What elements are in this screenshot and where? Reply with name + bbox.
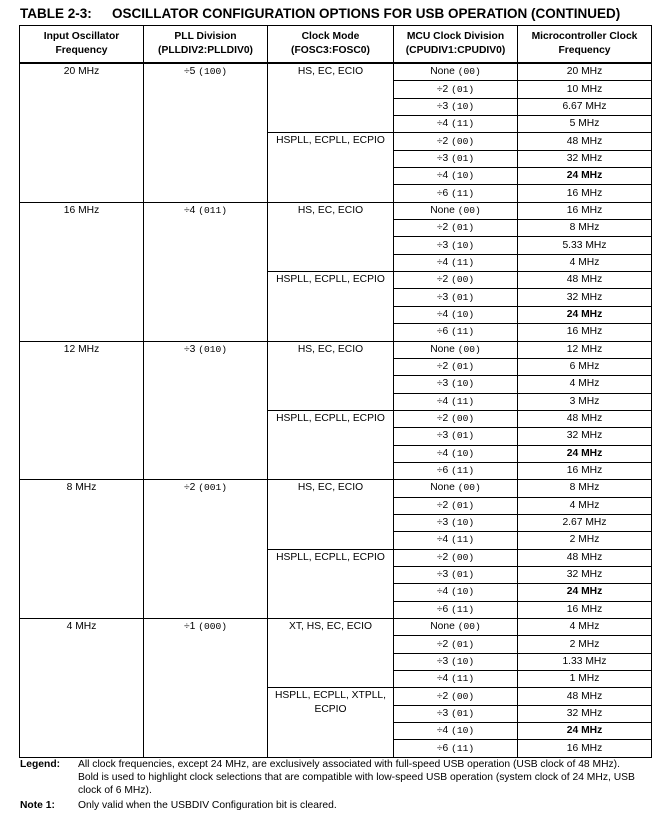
mcu-division-code: (11): [451, 256, 475, 268]
note-text: Only valid when the USBDIV Configuration bit is cleared.: [78, 800, 337, 811]
input-frequency-cell: 8 MHz: [20, 480, 144, 619]
clock-frequency-cell: 24 MHz: [518, 584, 652, 601]
mcu-division-value: ÷4: [436, 586, 449, 598]
mcu-division-cell: [394, 740, 518, 757]
clock-frequency-cell: 4 MHz: [518, 497, 652, 514]
clock-frequency-cell: 6 MHz: [518, 358, 652, 375]
mcu-division-value: ÷2: [436, 690, 449, 702]
clock-mode-cell: HS, EC, ECIO: [268, 480, 394, 549]
mcu-division-cell: [394, 619, 518, 636]
clock-frequency-cell: 2 MHz: [518, 636, 652, 653]
header-pll-division: PLL Division (PLLDIV2:PLLDIV0): [144, 26, 268, 64]
mcu-division-cell: [394, 428, 518, 445]
pll-division-code: (000): [198, 621, 228, 632]
mcu-division-value: ÷3: [436, 239, 449, 251]
clock-mode-cell: HSPLL, ECPLL, ECPIO: [268, 410, 394, 479]
pll-division-value: ÷4: [183, 204, 196, 216]
mcu-division-cell: [394, 601, 518, 618]
mcu-division-value: ÷3: [436, 291, 449, 303]
clock-frequency-cell: 48 MHz: [518, 549, 652, 566]
table-row: [20, 619, 652, 636]
mcu-division-cell: [394, 341, 518, 358]
mcu-division-value: ÷4: [436, 308, 449, 320]
mcu-division-value: ÷3: [436, 378, 449, 390]
pll-division-value: ÷1: [183, 621, 196, 632]
mcu-division-code: (10): [451, 308, 475, 320]
mcu-division-cell: [394, 98, 518, 115]
mcu-division-code: (10): [451, 447, 475, 459]
mcu-division-code: (10): [451, 170, 475, 182]
mcu-division-value: ÷2: [436, 274, 449, 286]
clock-frequency-cell: 20 MHz: [518, 63, 652, 81]
clock-frequency-cell: 16 MHz: [518, 324, 652, 341]
mcu-division-cell: [394, 393, 518, 410]
clock-mode-cell: HS, EC, ECIO: [268, 63, 394, 133]
mcu-division-cell: [394, 688, 518, 705]
clock-mode-cell: HSPLL, ECPLL, ECPIO: [268, 272, 394, 341]
mcu-division-cell: [394, 324, 518, 341]
mcu-division-cell: [394, 376, 518, 393]
mcu-division-code: (11): [451, 673, 475, 685]
clock-frequency-cell: 24 MHz: [518, 445, 652, 462]
mcu-division-cell: [394, 254, 518, 271]
mcu-division-code: (01): [451, 361, 475, 373]
input-frequency-cell: 20 MHz: [20, 63, 144, 202]
mcu-division-cell: [394, 549, 518, 566]
mcu-division-code: (01): [451, 638, 475, 650]
clock-frequency-cell: 8 MHz: [518, 220, 652, 237]
mcu-division-value: None: [430, 343, 455, 355]
mcu-division-code: (10): [451, 100, 475, 112]
mcu-division-code: (01): [451, 291, 475, 303]
mcu-division-value: ÷4: [436, 725, 449, 737]
mcu-division-value: ÷3: [436, 707, 449, 719]
mcu-division-code: (00): [451, 413, 475, 425]
mcu-division-code: (00): [451, 135, 475, 147]
clock-frequency-cell: 48 MHz: [518, 688, 652, 705]
mcu-division-value: ÷6: [436, 742, 449, 754]
pll-division-cell: [144, 202, 268, 341]
clock-mode-cell: HS, EC, ECIO: [268, 341, 394, 410]
mcu-division-value: None: [430, 66, 455, 78]
mcu-division-value: ÷2: [436, 83, 449, 95]
mcu-division-value: ÷2: [436, 499, 449, 511]
mcu-division-code: (00): [457, 66, 481, 78]
pll-division-code: (001): [198, 482, 228, 494]
mcu-division-cell: [394, 63, 518, 81]
header-mcu-clock-division: MCU Clock Division (CPUDIV1:CPUDIV0): [394, 26, 518, 64]
clock-frequency-cell: 2.67 MHz: [518, 514, 652, 531]
pll-division-value: ÷5: [183, 66, 196, 77]
table-row: [20, 202, 652, 219]
mcu-division-code: (11): [451, 742, 475, 754]
table-number: TABLE 2-3:: [20, 6, 92, 21]
clock-frequency-cell: 4 MHz: [518, 376, 652, 393]
mcu-division-code: (11): [451, 395, 475, 407]
clock-frequency-cell: 16 MHz: [518, 185, 652, 202]
mcu-division-cell: [394, 81, 518, 98]
mcu-division-value: ÷3: [436, 569, 449, 581]
clock-mode-cell: HS, EC, ECIO: [268, 202, 394, 271]
clock-frequency-cell: 3 MHz: [518, 393, 652, 410]
mcu-division-code: (11): [451, 187, 475, 199]
mcu-division-code: (01): [451, 569, 475, 581]
mcu-division-value: ÷3: [436, 152, 449, 164]
mcu-division-code: (01): [451, 83, 475, 95]
legend-label: Legend:: [20, 759, 61, 770]
mcu-division-cell: [394, 514, 518, 531]
clock-frequency-cell: 16 MHz: [518, 462, 652, 479]
mcu-division-cell: [394, 220, 518, 237]
mcu-division-code: (11): [451, 118, 475, 130]
mcu-division-value: ÷2: [436, 413, 449, 425]
mcu-division-code: (11): [451, 465, 475, 477]
mcu-division-cell: [394, 116, 518, 133]
mcu-division-cell: [394, 133, 518, 150]
mcu-division-value: ÷4: [436, 256, 449, 268]
mcu-division-value: ÷4: [436, 118, 449, 130]
clock-frequency-cell: 32 MHz: [518, 428, 652, 445]
mcu-division-cell: [394, 289, 518, 306]
mcu-division-cell: [394, 202, 518, 219]
mcu-division-value: ÷3: [436, 100, 449, 112]
mcu-division-cell: [394, 584, 518, 601]
mcu-division-value: ÷3: [436, 430, 449, 442]
mcu-division-value: ÷2: [436, 551, 449, 563]
mcu-division-code: (01): [451, 430, 475, 442]
mcu-division-value: ÷3: [436, 517, 449, 529]
table-row: [20, 480, 652, 497]
mcu-division-cell: [394, 636, 518, 653]
pll-division-cell: [144, 63, 268, 202]
mcu-division-value: ÷6: [436, 603, 449, 615]
input-frequency-cell: 12 MHz: [20, 341, 144, 480]
mcu-division-cell: [394, 497, 518, 514]
mcu-division-cell: [394, 150, 518, 167]
input-frequency-cell: 4 MHz: [20, 619, 144, 758]
table-caption: OSCILLATOR CONFIGURATION OPTIONS FOR USB OPERATION (CONTINUED): [112, 6, 621, 21]
mcu-division-value: ÷4: [436, 170, 449, 182]
clock-frequency-cell: 24 MHz: [518, 306, 652, 323]
note-label: Note 1:: [20, 800, 55, 811]
mcu-division-cell: [394, 168, 518, 185]
mcu-division-value: None: [430, 482, 455, 494]
mcu-division-cell: [394, 358, 518, 375]
mcu-division-value: ÷3: [436, 655, 449, 667]
pll-division-cell: [144, 480, 268, 619]
legend-block: [20, 758, 650, 812]
mcu-division-code: (00): [451, 551, 475, 563]
mcu-division-code: (00): [457, 204, 481, 216]
mcu-division-value: None: [430, 204, 455, 216]
mcu-division-value: ÷4: [436, 395, 449, 407]
mcu-division-value: ÷2: [436, 135, 449, 147]
clock-frequency-cell: 32 MHz: [518, 566, 652, 583]
mcu-division-code: (00): [451, 274, 475, 286]
mcu-division-code: (10): [451, 725, 475, 737]
clock-frequency-cell: 12 MHz: [518, 341, 652, 358]
mcu-division-value: ÷4: [436, 673, 449, 685]
mcu-division-code: (10): [451, 378, 475, 390]
mcu-division-code: (11): [451, 534, 475, 546]
mcu-division-cell: [394, 705, 518, 722]
mcu-division-cell: [394, 445, 518, 462]
mcu-division-cell: [394, 237, 518, 254]
mcu-division-cell: [394, 723, 518, 740]
clock-mode-cell: XT, HS, EC, ECIO: [268, 619, 394, 688]
mcu-division-code: (01): [451, 499, 475, 511]
mcu-division-value: ÷4: [436, 534, 449, 546]
mcu-division-cell: [394, 532, 518, 549]
pll-division-code: (011): [198, 204, 228, 216]
mcu-division-value: ÷2: [436, 361, 449, 373]
clock-frequency-cell: 48 MHz: [518, 272, 652, 289]
input-frequency-cell: 16 MHz: [20, 202, 144, 341]
mcu-division-cell: [394, 462, 518, 479]
legend-line-2: Bold is used to highlight clock selections that are compatible with low-speed USB operation (system clock of 24 MHz, USB clock of 6 MHz).: [78, 772, 635, 796]
pll-division-cell: [144, 341, 268, 480]
clock-frequency-cell: 4 MHz: [518, 254, 652, 271]
mcu-division-code: (10): [451, 655, 475, 667]
mcu-division-code: (00): [451, 690, 475, 702]
mcu-division-value: ÷4: [436, 447, 449, 459]
pll-division-value: ÷2: [183, 482, 196, 494]
mcu-division-cell: [394, 410, 518, 427]
clock-frequency-cell: 10 MHz: [518, 81, 652, 98]
clock-frequency-cell: 16 MHz: [518, 202, 652, 219]
mcu-division-value: ÷2: [436, 638, 449, 650]
clock-frequency-cell: 5.33 MHz: [518, 237, 652, 254]
table-row: [20, 63, 652, 81]
mcu-division-value: None: [430, 621, 455, 633]
clock-frequency-cell: 2 MHz: [518, 532, 652, 549]
mcu-division-cell: [394, 671, 518, 688]
mcu-division-cell: [394, 306, 518, 323]
clock-frequency-cell: 4 MHz: [518, 619, 652, 636]
mcu-division-code: (10): [451, 517, 475, 529]
clock-frequency-cell: 6.67 MHz: [518, 98, 652, 115]
oscillator-config-table: [19, 25, 652, 758]
clock-frequency-cell: 16 MHz: [518, 740, 652, 757]
clock-frequency-cell: 48 MHz: [518, 410, 652, 427]
pll-division-code: (100): [198, 66, 228, 77]
mcu-division-cell: [394, 566, 518, 583]
table-row: [20, 341, 652, 358]
mcu-division-cell: [394, 272, 518, 289]
clock-frequency-cell: 24 MHz: [518, 723, 652, 740]
clock-frequency-cell: 16 MHz: [518, 601, 652, 618]
mcu-division-value: ÷6: [436, 465, 449, 477]
header-clock-mode: Clock Mode (FOSC3:FOSC0): [268, 26, 394, 64]
mcu-division-cell: [394, 653, 518, 670]
mcu-division-code: (10): [451, 239, 475, 251]
mcu-division-code: (01): [451, 222, 475, 234]
header-microcontroller-frequency: Microcontroller Clock Frequency: [518, 26, 652, 64]
mcu-division-code: (01): [451, 152, 475, 164]
mcu-division-cell: [394, 480, 518, 497]
pll-division-code: (010): [198, 343, 228, 355]
mcu-division-code: (11): [451, 326, 475, 338]
header-input-frequency: Input Oscillator Frequency: [20, 26, 144, 64]
clock-frequency-cell: 5 MHz: [518, 116, 652, 133]
clock-mode-cell: HSPLL, ECPLL, ECPIO: [268, 549, 394, 618]
clock-frequency-cell: 24 MHz: [518, 168, 652, 185]
clock-mode-cell: HSPLL, ECPLL, XTPLL, ECPIO: [268, 688, 394, 757]
table-title: [20, 6, 620, 21]
clock-frequency-cell: 48 MHz: [518, 133, 652, 150]
mcu-division-code: (00): [457, 482, 481, 494]
clock-frequency-cell: 32 MHz: [518, 705, 652, 722]
mcu-division-code: (00): [457, 621, 481, 633]
mcu-division-code: (10): [451, 586, 475, 598]
mcu-division-value: ÷6: [436, 326, 449, 338]
header-row: [20, 26, 652, 64]
mcu-division-cell: [394, 185, 518, 202]
pll-division-cell: [144, 619, 268, 758]
mcu-division-code: (00): [457, 343, 481, 355]
clock-frequency-cell: 32 MHz: [518, 289, 652, 306]
clock-frequency-cell: 1.33 MHz: [518, 653, 652, 670]
mcu-division-value: ÷2: [436, 222, 449, 234]
mcu-division-value: ÷6: [436, 187, 449, 199]
mcu-division-code: (01): [451, 707, 475, 719]
mcu-division-code: (11): [451, 603, 475, 615]
clock-mode-cell: HSPLL, ECPLL, ECPIO: [268, 133, 394, 202]
clock-frequency-cell: 1 MHz: [518, 671, 652, 688]
clock-frequency-cell: 8 MHz: [518, 480, 652, 497]
legend-line-1: All clock frequencies, except 24 MHz, are exclusively associated with full-speed USB operation (USB clock of 48 MHz).: [78, 759, 620, 770]
clock-frequency-cell: 32 MHz: [518, 150, 652, 167]
pll-division-value: ÷3: [183, 343, 196, 355]
